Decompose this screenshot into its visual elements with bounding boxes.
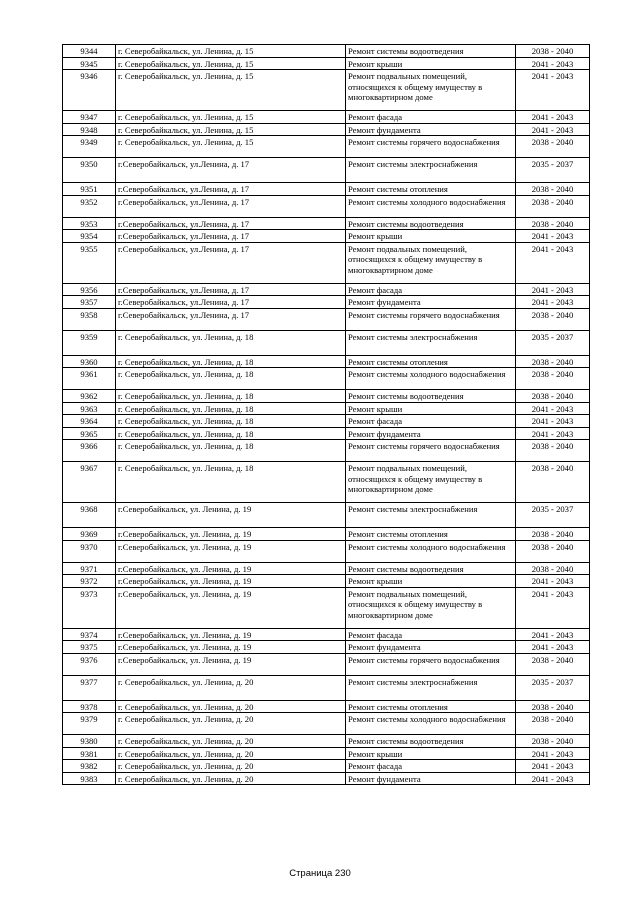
row-number: 9366 bbox=[63, 440, 116, 462]
period-cell: 2038 - 2040 bbox=[516, 540, 590, 562]
period-cell: 2038 - 2040 bbox=[516, 390, 590, 403]
address-cell: г.Северобайкальск, ул.Ленина, д. 17 bbox=[116, 283, 346, 296]
period-cell: 2038 - 2040 bbox=[516, 355, 590, 368]
work-type-cell: Ремонт системы холодного водоснабжения bbox=[346, 713, 516, 735]
work-type-cell: Ремонт подвальных помещений, относящихся к общему имуществу в многоквартирном доме bbox=[346, 242, 516, 283]
table-row bbox=[63, 242, 590, 283]
table-row bbox=[63, 641, 590, 654]
address-cell: г. Северобайкальск, ул. Ленина, д. 15 bbox=[116, 70, 346, 111]
row-number: 9358 bbox=[63, 308, 116, 330]
row-number: 9357 bbox=[63, 296, 116, 309]
work-type-cell: Ремонт системы водоотведения bbox=[346, 217, 516, 230]
work-type-cell: Ремонт системы горячего водоснабжения bbox=[346, 653, 516, 675]
address-cell: г. Северобайкальск, ул. Ленина, д. 15 bbox=[116, 136, 346, 158]
period-cell: 2038 - 2040 bbox=[516, 45, 590, 58]
row-number: 9381 bbox=[63, 747, 116, 760]
address-cell: г. Северобайкальск, ул. Ленина, д. 20 bbox=[116, 675, 346, 700]
address-cell: г.Северобайкальск, ул. Ленина, д. 19 bbox=[116, 528, 346, 541]
address-cell: г. Северобайкальск, ул. Ленина, д. 15 bbox=[116, 123, 346, 136]
period-cell: 2041 - 2043 bbox=[516, 747, 590, 760]
table-row bbox=[63, 308, 590, 330]
row-number: 9365 bbox=[63, 427, 116, 440]
table-row bbox=[63, 111, 590, 124]
table-row bbox=[63, 283, 590, 296]
address-cell: г. Северобайкальск, ул. Ленина, д. 18 bbox=[116, 415, 346, 428]
table-row bbox=[63, 296, 590, 309]
page-number: Страница 230 bbox=[289, 868, 351, 879]
row-number: 9345 bbox=[63, 57, 116, 70]
work-type-cell: Ремонт подвальных помещений, относящихся к общему имуществу в многоквартирном доме bbox=[346, 70, 516, 111]
table-row bbox=[63, 427, 590, 440]
row-number: 9378 bbox=[63, 700, 116, 713]
period-cell: 2041 - 2043 bbox=[516, 760, 590, 773]
period-cell: 2038 - 2040 bbox=[516, 440, 590, 462]
period-cell: 2038 - 2040 bbox=[516, 562, 590, 575]
table-row bbox=[63, 760, 590, 773]
address-cell: г.Северобайкальск, ул.Ленина, д. 17 bbox=[116, 296, 346, 309]
address-cell: г.Северобайкальск, ул. Ленина, д. 19 bbox=[116, 575, 346, 588]
address-cell: г.Северобайкальск, ул. Ленина, д. 19 bbox=[116, 641, 346, 654]
table-row bbox=[63, 772, 590, 785]
period-cell: 2038 - 2040 bbox=[516, 462, 590, 503]
period-cell: 2038 - 2040 bbox=[516, 700, 590, 713]
table-row bbox=[63, 653, 590, 675]
period-cell: 2041 - 2043 bbox=[516, 628, 590, 641]
work-type-cell: Ремонт фасада bbox=[346, 283, 516, 296]
row-number: 9356 bbox=[63, 283, 116, 296]
table-row bbox=[63, 462, 590, 503]
period-cell: 2041 - 2043 bbox=[516, 70, 590, 111]
table-row bbox=[63, 675, 590, 700]
period-cell: 2041 - 2043 bbox=[516, 123, 590, 136]
period-cell: 2038 - 2040 bbox=[516, 183, 590, 196]
period-cell: 2041 - 2043 bbox=[516, 242, 590, 283]
period-cell: 2038 - 2040 bbox=[516, 368, 590, 390]
work-type-cell: Ремонт системы электроснабжения bbox=[346, 503, 516, 528]
row-number: 9349 bbox=[63, 136, 116, 158]
address-cell: г. Северобайкальск, ул. Ленина, д. 20 bbox=[116, 735, 346, 748]
work-type-cell: Ремонт подвальных помещений, относящихся к общему имуществу в многоквартирном доме bbox=[346, 587, 516, 628]
table-row bbox=[63, 195, 590, 217]
row-number: 9374 bbox=[63, 628, 116, 641]
work-type-cell: Ремонт фасада bbox=[346, 111, 516, 124]
address-cell: г. Северобайкальск, ул. Ленина, д. 15 bbox=[116, 111, 346, 124]
address-cell: г. Северобайкальск, ул. Ленина, д. 20 bbox=[116, 760, 346, 773]
work-type-cell: Ремонт системы электроснабжения bbox=[346, 330, 516, 355]
work-type-cell: Ремонт крыши bbox=[346, 57, 516, 70]
table-row bbox=[63, 123, 590, 136]
work-type-cell: Ремонт крыши bbox=[346, 575, 516, 588]
table-row bbox=[63, 540, 590, 562]
table-row bbox=[63, 183, 590, 196]
row-number: 9368 bbox=[63, 503, 116, 528]
table-row bbox=[63, 45, 590, 58]
period-cell: 2041 - 2043 bbox=[516, 111, 590, 124]
table-body bbox=[63, 45, 590, 785]
work-type-cell: Ремонт фундамента bbox=[346, 427, 516, 440]
row-number: 9361 bbox=[63, 368, 116, 390]
period-cell: 2035 - 2037 bbox=[516, 503, 590, 528]
row-number: 9370 bbox=[63, 540, 116, 562]
work-type-cell: Ремонт крыши bbox=[346, 230, 516, 243]
work-type-cell: Ремонт системы холодного водоснабжения bbox=[346, 368, 516, 390]
period-cell: 2041 - 2043 bbox=[516, 57, 590, 70]
period-cell: 2038 - 2040 bbox=[516, 136, 590, 158]
work-type-cell: Ремонт системы отопления bbox=[346, 355, 516, 368]
row-number: 9373 bbox=[63, 587, 116, 628]
work-type-cell: Ремонт системы холодного водоснабжения bbox=[346, 195, 516, 217]
work-type-cell: Ремонт системы холодного водоснабжения bbox=[346, 540, 516, 562]
work-type-cell: Ремонт системы отопления bbox=[346, 528, 516, 541]
table-row bbox=[63, 415, 590, 428]
period-cell: 2041 - 2043 bbox=[516, 402, 590, 415]
period-cell: 2038 - 2040 bbox=[516, 713, 590, 735]
table-row bbox=[63, 158, 590, 183]
row-number: 9346 bbox=[63, 70, 116, 111]
period-cell: 2038 - 2040 bbox=[516, 195, 590, 217]
work-type-cell: Ремонт системы водоотведения bbox=[346, 45, 516, 58]
work-type-cell: Ремонт системы электроснабжения bbox=[346, 158, 516, 183]
work-plan-table bbox=[62, 44, 590, 785]
period-cell: 2038 - 2040 bbox=[516, 217, 590, 230]
address-cell: г.Северобайкальск, ул.Ленина, д. 17 bbox=[116, 242, 346, 283]
row-number: 9379 bbox=[63, 713, 116, 735]
table-row bbox=[63, 562, 590, 575]
row-number: 9367 bbox=[63, 462, 116, 503]
work-type-cell: Ремонт подвальных помещений, относящихся к общему имуществу в многоквартирном доме bbox=[346, 462, 516, 503]
table-row bbox=[63, 440, 590, 462]
work-type-cell: Ремонт фундамента bbox=[346, 123, 516, 136]
row-number: 9375 bbox=[63, 641, 116, 654]
address-cell: г. Северобайкальск, ул. Ленина, д. 18 bbox=[116, 440, 346, 462]
table-row bbox=[63, 713, 590, 735]
work-type-cell: Ремонт системы горячего водоснабжения bbox=[346, 440, 516, 462]
row-number: 9377 bbox=[63, 675, 116, 700]
work-type-cell: Ремонт фасада bbox=[346, 760, 516, 773]
row-number: 9347 bbox=[63, 111, 116, 124]
row-number: 9372 bbox=[63, 575, 116, 588]
period-cell: 2041 - 2043 bbox=[516, 283, 590, 296]
period-cell: 2038 - 2040 bbox=[516, 653, 590, 675]
address-cell: г.Северобайкальск, ул.Ленина, д. 17 bbox=[116, 308, 346, 330]
address-cell: г. Северобайкальск, ул. Ленина, д. 20 bbox=[116, 747, 346, 760]
table-row bbox=[63, 217, 590, 230]
address-cell: г.Северобайкальск, ул. Ленина, д. 19 bbox=[116, 540, 346, 562]
row-number: 9362 bbox=[63, 390, 116, 403]
row-number: 9355 bbox=[63, 242, 116, 283]
address-cell: г.Северобайкальск, ул.Ленина, д. 17 bbox=[116, 158, 346, 183]
work-type-cell: Ремонт системы водоотведения bbox=[346, 735, 516, 748]
address-cell: г. Северобайкальск, ул. Ленина, д. 18 bbox=[116, 368, 346, 390]
table-row bbox=[63, 402, 590, 415]
address-cell: г.Северобайкальск, ул. Ленина, д. 19 bbox=[116, 587, 346, 628]
row-number: 9352 bbox=[63, 195, 116, 217]
address-cell: г.Северобайкальск, ул. Ленина, д. 19 bbox=[116, 503, 346, 528]
period-cell: 2038 - 2040 bbox=[516, 735, 590, 748]
period-cell: 2035 - 2037 bbox=[516, 158, 590, 183]
table-row bbox=[63, 136, 590, 158]
work-type-cell: Ремонт системы электроснабжения bbox=[346, 675, 516, 700]
table-row bbox=[63, 330, 590, 355]
address-cell: г. Северобайкальск, ул. Ленина, д. 18 bbox=[116, 390, 346, 403]
row-number: 9363 bbox=[63, 402, 116, 415]
table-row bbox=[63, 735, 590, 748]
work-type-cell: Ремонт крыши bbox=[346, 402, 516, 415]
address-cell: г. Северобайкальск, ул. Ленина, д. 18 bbox=[116, 402, 346, 415]
table-row bbox=[63, 390, 590, 403]
period-cell: 2041 - 2043 bbox=[516, 587, 590, 628]
table-row bbox=[63, 230, 590, 243]
work-type-cell: Ремонт фундамента bbox=[346, 296, 516, 309]
address-cell: г.Северобайкальск, ул. Ленина, д. 19 bbox=[116, 562, 346, 575]
address-cell: г. Северобайкальск, ул. Ленина, д. 15 bbox=[116, 57, 346, 70]
period-cell: 2038 - 2040 bbox=[516, 308, 590, 330]
address-cell: г. Северобайкальск, ул. Ленина, д. 20 bbox=[116, 700, 346, 713]
period-cell: 2041 - 2043 bbox=[516, 641, 590, 654]
row-number: 9382 bbox=[63, 760, 116, 773]
period-cell: 2041 - 2043 bbox=[516, 575, 590, 588]
row-number: 9359 bbox=[63, 330, 116, 355]
work-type-cell: Ремонт системы водоотведения bbox=[346, 390, 516, 403]
address-cell: г. Северобайкальск, ул. Ленина, д. 18 bbox=[116, 355, 346, 368]
row-number: 9376 bbox=[63, 653, 116, 675]
period-cell: 2041 - 2043 bbox=[516, 230, 590, 243]
address-cell: г. Северобайкальск, ул. Ленина, д. 20 bbox=[116, 713, 346, 735]
work-type-cell: Ремонт системы отопления bbox=[346, 700, 516, 713]
work-type-cell: Ремонт системы горячего водоснабжения bbox=[346, 308, 516, 330]
row-number: 9369 bbox=[63, 528, 116, 541]
work-type-cell: Ремонт фасада bbox=[346, 628, 516, 641]
period-cell: 2041 - 2043 bbox=[516, 415, 590, 428]
address-cell: г. Северобайкальск, ул. Ленина, д. 18 bbox=[116, 330, 346, 355]
row-number: 9371 bbox=[63, 562, 116, 575]
work-type-cell: Ремонт фасада bbox=[346, 415, 516, 428]
work-type-cell: Ремонт системы отопления bbox=[346, 183, 516, 196]
row-number: 9344 bbox=[63, 45, 116, 58]
address-cell: г.Северобайкальск, ул.Ленина, д. 17 bbox=[116, 195, 346, 217]
table-row bbox=[63, 70, 590, 111]
period-cell: 2041 - 2043 bbox=[516, 427, 590, 440]
address-cell: г. Северобайкальск, ул. Ленина, д. 18 bbox=[116, 462, 346, 503]
table-row bbox=[63, 368, 590, 390]
row-number: 9351 bbox=[63, 183, 116, 196]
period-cell: 2041 - 2043 bbox=[516, 772, 590, 785]
table-row bbox=[63, 503, 590, 528]
address-cell: г. Северобайкальск, ул. Ленина, д. 18 bbox=[116, 427, 346, 440]
table-row bbox=[63, 700, 590, 713]
table-row bbox=[63, 628, 590, 641]
row-number: 9360 bbox=[63, 355, 116, 368]
row-number: 9354 bbox=[63, 230, 116, 243]
work-type-cell: Ремонт крыши bbox=[346, 747, 516, 760]
address-cell: г.Северобайкальск, ул.Ленина, д. 17 bbox=[116, 217, 346, 230]
table-row bbox=[63, 57, 590, 70]
row-number: 9380 bbox=[63, 735, 116, 748]
row-number: 9348 bbox=[63, 123, 116, 136]
address-cell: г.Северобайкальск, ул. Ленина, д. 19 bbox=[116, 653, 346, 675]
row-number: 9353 bbox=[63, 217, 116, 230]
table-row bbox=[63, 355, 590, 368]
work-type-cell: Ремонт системы водоотведения bbox=[346, 562, 516, 575]
address-cell: г. Северобайкальск, ул. Ленина, д. 20 bbox=[116, 772, 346, 785]
table-row bbox=[63, 528, 590, 541]
address-cell: г.Северобайкальск, ул.Ленина, д. 17 bbox=[116, 230, 346, 243]
work-type-cell: Ремонт фундамента bbox=[346, 772, 516, 785]
period-cell: 2035 - 2037 bbox=[516, 330, 590, 355]
work-type-cell: Ремонт системы горячего водоснабжения bbox=[346, 136, 516, 158]
table-row bbox=[63, 587, 590, 628]
work-type-cell: Ремонт фундамента bbox=[346, 641, 516, 654]
row-number: 9364 bbox=[63, 415, 116, 428]
table-row bbox=[63, 575, 590, 588]
address-cell: г. Северобайкальск, ул. Ленина, д. 15 bbox=[116, 45, 346, 58]
address-cell: г.Северобайкальск, ул. Ленина, д. 19 bbox=[116, 628, 346, 641]
row-number: 9350 bbox=[63, 158, 116, 183]
period-cell: 2035 - 2037 bbox=[516, 675, 590, 700]
address-cell: г.Северобайкальск, ул.Ленина, д. 17 bbox=[116, 183, 346, 196]
period-cell: 2041 - 2043 bbox=[516, 296, 590, 309]
row-number: 9383 bbox=[63, 772, 116, 785]
period-cell: 2038 - 2040 bbox=[516, 528, 590, 541]
table-row bbox=[63, 747, 590, 760]
